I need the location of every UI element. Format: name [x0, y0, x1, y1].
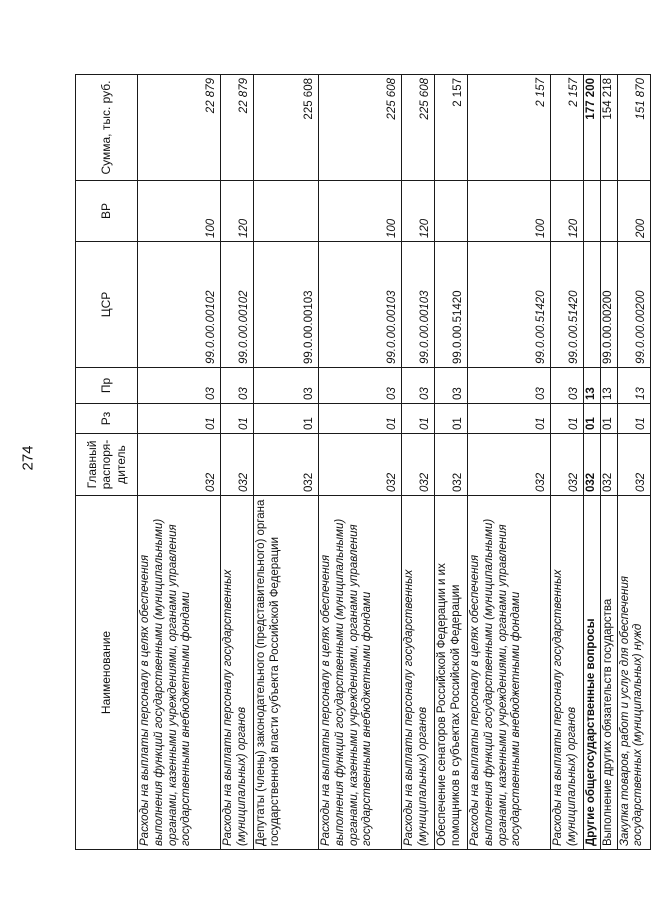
cell-csr: 99.0.00.00103: [319, 242, 402, 368]
cell-pr: 03: [435, 368, 468, 404]
cell-csr: 99.0.00.51420: [551, 242, 584, 368]
table-row: [600, 75, 617, 850]
cell-admin: 032: [402, 434, 435, 496]
table-row: [468, 75, 551, 850]
header-pr: Пр: [76, 368, 138, 404]
cell-csr: 99.0.00.00102: [138, 242, 221, 368]
cell-admin: 032: [600, 434, 617, 496]
cell-sum: 154 218: [600, 75, 617, 181]
page-number: 274: [19, 445, 37, 471]
cell-pr: 03: [319, 368, 402, 404]
cell-vr: 120: [551, 181, 584, 242]
cell-vr: 100: [468, 181, 551, 242]
cell-name: Расходы на выплаты персоналу в целях обеспечения выполнения функций государственными (муниципальными) органами, казенными учреждениями, органами управления государственными внебюджетными фондами: [138, 496, 221, 850]
table-row: [435, 75, 468, 850]
cell-rz: 01: [600, 404, 617, 434]
cell-sum: 2 157: [435, 75, 468, 181]
table-row: [551, 75, 584, 850]
cell-sum: 225 608: [254, 75, 319, 181]
header-csr: ЦСР: [76, 242, 138, 368]
cell-name: Расходы на выплаты персоналу государственных (муниципальных) органов: [551, 496, 584, 850]
cell-rz: 01: [138, 404, 221, 434]
cell-name: Закупка товаров, работ и услуг для обеспечения государственных (муниципальных) нужд: [617, 496, 650, 850]
cell-admin: 032: [254, 434, 319, 496]
cell-vr: [600, 181, 617, 242]
cell-rz: 01: [435, 404, 468, 434]
cell-csr: 99.0.00.51420: [435, 242, 468, 368]
cell-name: Расходы на выплаты персоналу в целях обеспечения выполнения функций государственными (муниципальными) органами, казенными учреждениями, органами управления государственными внебюджетными фондами: [468, 496, 551, 850]
cell-vr: 120: [221, 181, 254, 242]
table-row: [584, 75, 601, 850]
cell-pr: 13: [584, 368, 601, 404]
cell-rz: 01: [551, 404, 584, 434]
cell-pr: 03: [468, 368, 551, 404]
cell-vr: 120: [402, 181, 435, 242]
cell-pr: 13: [617, 368, 650, 404]
cell-name: Расходы на выплаты персоналу государственных (муниципальных) органов: [221, 496, 254, 850]
cell-csr: [584, 242, 601, 368]
cell-rz: 01: [319, 404, 402, 434]
cell-admin: 032: [221, 434, 254, 496]
cell-rz: 01: [221, 404, 254, 434]
cell-sum: 2 157: [551, 75, 584, 181]
cell-pr: 03: [221, 368, 254, 404]
cell-sum: 22 879: [221, 75, 254, 181]
header-vr: ВР: [76, 181, 138, 242]
cell-csr: 99.0.00.00103: [254, 242, 319, 368]
header-sum: Сумма, тыс. руб.: [76, 75, 138, 181]
cell-sum: 177 200: [584, 75, 601, 181]
cell-admin: 032: [617, 434, 650, 496]
cell-admin: 032: [319, 434, 402, 496]
table-row: [254, 75, 319, 850]
cell-rz: 01: [468, 404, 551, 434]
table-header-row: [76, 75, 138, 850]
cell-name: Расходы на выплаты персоналу в целях обеспечения выполнения функций государственными (муниципальными) органами, казенными учреждениями, органами управления государственными внебюджетными фондами: [319, 496, 402, 850]
cell-rz: 01: [254, 404, 319, 434]
cell-admin: 032: [584, 434, 601, 496]
cell-pr: 13: [600, 368, 617, 404]
cell-sum: 225 608: [319, 75, 402, 181]
cell-pr: 03: [402, 368, 435, 404]
cell-name: Выполнение других обязательств государства: [600, 496, 617, 850]
cell-vr: 200: [617, 181, 650, 242]
cell-pr: 03: [138, 368, 221, 404]
cell-admin: 032: [138, 434, 221, 496]
cell-vr: 100: [138, 181, 221, 242]
cell-sum: 2 157: [468, 75, 551, 181]
cell-name: Депутаты (члены) законодательного (представительного) органа государственной власти субъекта Российской Федерации: [254, 496, 319, 850]
cell-vr: [435, 181, 468, 242]
cell-pr: 03: [551, 368, 584, 404]
cell-rz: 01: [402, 404, 435, 434]
cell-vr: [254, 181, 319, 242]
table-row: [402, 75, 435, 850]
cell-admin: 032: [435, 434, 468, 496]
table-row: [319, 75, 402, 850]
cell-name: Другие общегосударственные вопросы: [584, 496, 601, 850]
cell-admin: 032: [551, 434, 584, 496]
document-page: [75, 75, 647, 850]
cell-vr: 100: [319, 181, 402, 242]
cell-csr: 99.0.00.00102: [221, 242, 254, 368]
header-rz: Рз: [76, 404, 138, 434]
cell-sum: 225 608: [402, 75, 435, 181]
cell-vr: [584, 181, 601, 242]
cell-csr: 99.0.00.51420: [468, 242, 551, 368]
budget-table: [75, 74, 651, 850]
cell-sum: 151 870: [617, 75, 650, 181]
cell-csr: 99.0.00.00200: [600, 242, 617, 368]
table-row: [221, 75, 254, 850]
cell-admin: 032: [468, 434, 551, 496]
header-name: Наименование: [76, 496, 138, 850]
cell-name: Расходы на выплаты персоналу государственных (муниципальных) органов: [402, 496, 435, 850]
cell-csr: 99.0.00.00200: [617, 242, 650, 368]
cell-sum: 22 879: [138, 75, 221, 181]
header-admin: Главный распоря-дитель: [76, 434, 138, 496]
table-row: [617, 75, 650, 850]
table-row: [138, 75, 221, 850]
cell-name: Обеспечение сенаторов Российской Федерации и их помощников в субъектах Российской Федерации: [435, 496, 468, 850]
cell-rz: 01: [584, 404, 601, 434]
cell-csr: 99.0.00.00103: [402, 242, 435, 368]
cell-rz: 01: [617, 404, 650, 434]
cell-pr: 03: [254, 368, 319, 404]
